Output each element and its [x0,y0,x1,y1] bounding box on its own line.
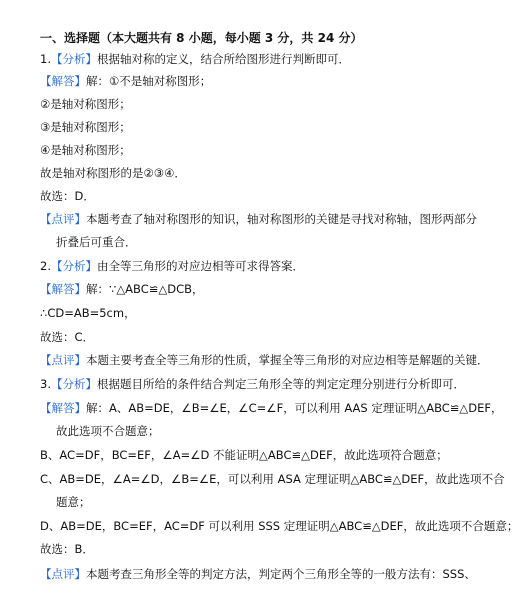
q1-line-2: ②是轴对称图形； [40,97,131,111]
q2-choice: 故选：C． [40,330,95,344]
q1-line-conclusion: 故是轴对称图形的是②③④． [40,166,186,180]
q2-number: 2. [40,259,51,273]
section-title: 一、选择题（本大题共有 8 小题，每小题 3 分，共 24 分） [40,31,363,45]
q2-comment: 【点评】本题主要考查全等三角形的性质，掌握全等三角形的对应边相等是解题的关键． [40,353,489,367]
q2-comment-tag: 【点评】 [40,353,86,367]
q2-analysis-tag: 【分析】 [50,259,97,273]
q3-option-b: B、AC=DF，BC=EF，∠A=∠D 不能证明△ABC≌△DEF，故此选项符合题意； [40,448,448,462]
q3-analysis-tag: 【分析】 [50,377,97,391]
q3-comment-tag: 【点评】 [40,567,86,581]
q1-answer-tag: 【解答】 [40,74,86,88]
q3-option-d: D、AB=DE，BC=EF，AC=DF 可以利用 SSS 定理证明△ABC≌△DEF，故此选项不合题意； [40,519,519,533]
q2-answer-tag: 【解答】 [40,282,86,296]
q3-option-c: C、AB=DE，∠A=∠D，∠B=∠E，可以利用 ASA 定理证明△ABC≌△DEF，故此选项不合 [40,472,505,486]
q1-comment-tag: 【点评】 [40,212,86,226]
q3-option-c-cont: 题意； [56,495,91,509]
q3-choice: 故选：B． [40,542,94,556]
q1-answer: 【解答】解：①不是轴对称图形； [40,74,212,88]
q3-comment: 【点评】本题考查三角形全等的判定方法，判定两个三角形全等的一般方法有：SSS、 [40,567,476,581]
q3-answer-tag: 【解答】 [40,401,86,415]
q1-comment: 【点评】本题考查了轴对称图形的知识，轴对称图形的关键是寻找对称轴，图形两部分 [40,212,477,226]
q3-number: 3. [40,377,51,391]
q1-comment-cont: 折叠后可重合． [56,235,137,249]
q2-line-2: ∴CD=AB=5cm， [40,306,136,320]
q2-answer: 【解答】解：∵△ABC≌△DCB， [40,282,204,296]
q1-analysis-tag: 【分析】 [50,52,97,66]
q1-choice: 故选：D． [40,189,95,203]
q1-analysis: 1.【分析】根据轴对称的定义，结合所给图形进行判断即可． [40,52,350,66]
q2-analysis: 2.【分析】由全等三角形的对应边相等可求得答案． [40,259,304,273]
q3-answer-cont: 故此选项不合题意； [56,424,160,438]
q1-line-3: ③是轴对称图形； [40,120,131,134]
q3-answer: 【解答】解：A、AB=DE，∠B=∠E，∠C=∠F，可以利用 AAS 定理证明△ABC≌△DEF， [40,401,503,415]
q3-analysis: 3.【分析】根据题目所给的条件结合判定三角形全等的判定定理分别进行分析即可． [40,377,465,391]
q1-line-4: ④是轴对称图形； [40,143,131,157]
q1-number: 1. [40,52,51,66]
